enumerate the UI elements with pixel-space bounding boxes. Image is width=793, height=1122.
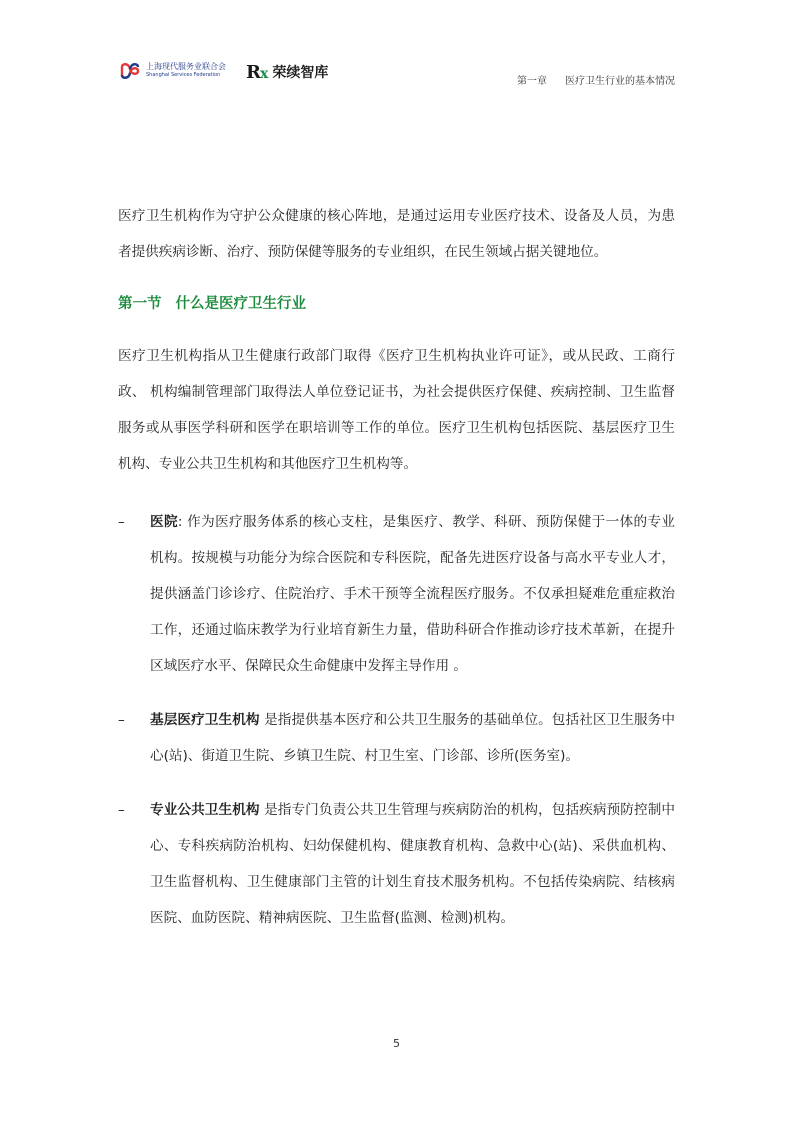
- section-number: 第一节: [118, 296, 162, 312]
- federation-name-en: Shanghai Services Federation: [146, 72, 221, 78]
- list-dash: –: [118, 514, 125, 530]
- chapter-title: 医疗卫生行业的基本情况: [565, 76, 675, 87]
- list-item: – 医院: 作为医疗服务体系的核心支柱，是集医疗、教学、科研、预防保健于一体的专业机构。按规模与功能分为综合医院和专科医院，配备先进医疗设备与高水平专业人才，提供涵盖门诊诊疗、住院治疗、手术干预等全流程医疗服务。不仅承担疑难危重症救治工作，还通过临床教学为行业培育新生力量，借助科研合作推动诊疗技术革新，在提升区域医疗水平、保障民众生命健康中发挥主导作用 。: [118, 504, 675, 684]
- list-item-term: 医院: [150, 514, 178, 530]
- federation-name-cn: 上海现代服务业联合会: [146, 62, 226, 71]
- list-item: [118, 702, 675, 774]
- section-title: 什么是医疗卫生行业: [175, 296, 306, 312]
- list-dash: –: [118, 802, 125, 818]
- section-heading: [118, 292, 675, 316]
- intro-paragraph: 医疗卫生机构作为守护公众健康的核心阵地，是通过运用专业医疗技术、设备及人员，为患者提供疾病诊断、治疗、预防保健等服务的专业组织，在民生领域占据关键地位。: [118, 208, 675, 260]
- list-item: [118, 792, 675, 936]
- definition-paragraph: 医疗卫生机构指从卫生健康行政部门取得《医疗卫生机构执业许可证》，或从民政、工商行政、 机构编制管理部门取得法人单位登记证书，为社会提供医疗保健、疾病控制、卫生监督服务或从事医学科研和医学在职培训等工作的单位。医疗卫生机构包括医院、基层医疗卫生机构、专业公共卫生机构和其他医疗卫生机构等。: [118, 348, 675, 472]
- page-number: 5: [393, 1037, 400, 1050]
- page-header: [118, 58, 675, 88]
- list-item-text: 是指提供基本医疗和公共卫生服务的基础单位。包括社区卫生服务中心(站)、街道卫生院、乡镇卫生院、村卫生室、门诊部、诊所(医务室)。: [150, 712, 676, 764]
- federation-logo-icon: [118, 60, 142, 84]
- rx-logo-icon: Rx: [246, 61, 268, 83]
- page-body: [118, 198, 675, 954]
- list-item-term: 基层医疗卫生机构: [150, 712, 260, 728]
- list-item-term: 专业公共卫生机构: [150, 802, 260, 818]
- chapter-number: 第一章: [517, 76, 547, 87]
- list-item-text: 是指专门负责公共卫生管理与疾病防治的机构，包括疾病预防控制中心、专科疾病防治机构、妇幼保健机构、健康教育机构、急救中心(站)、采供血机构、卫生监督机构、卫生健康部门主管的计划生育技术服务机构。不包括传染病院、结核病医院、血防医院、精神病医院、卫生监督(监测、检测)机构。: [150, 802, 676, 926]
- chapter-heading: [517, 72, 675, 87]
- rongxu-logo: [246, 58, 328, 86]
- list-dash: –: [118, 712, 125, 728]
- federation-logo-text: [146, 62, 226, 79]
- list-item-text: 作为医疗服务体系的核心支柱，是集医疗、教学、科研、预防保健于一体的专业机构。按规模与功能分为综合医院和专科医院，配备先进医疗设备与高水平专业人才，提供涵盖门诊诊疗、住院治疗、手术干预等全流程医疗服务。不仅承担疑难危重症救治工作，还通过临床教学为行业培育新生力量，借助科研合作推动诊疗技术革新，在提升区域医疗水平、保障民众生命健康中发挥主导作用 。: [150, 514, 676, 674]
- rongxu-name: 荣续智库: [272, 65, 329, 81]
